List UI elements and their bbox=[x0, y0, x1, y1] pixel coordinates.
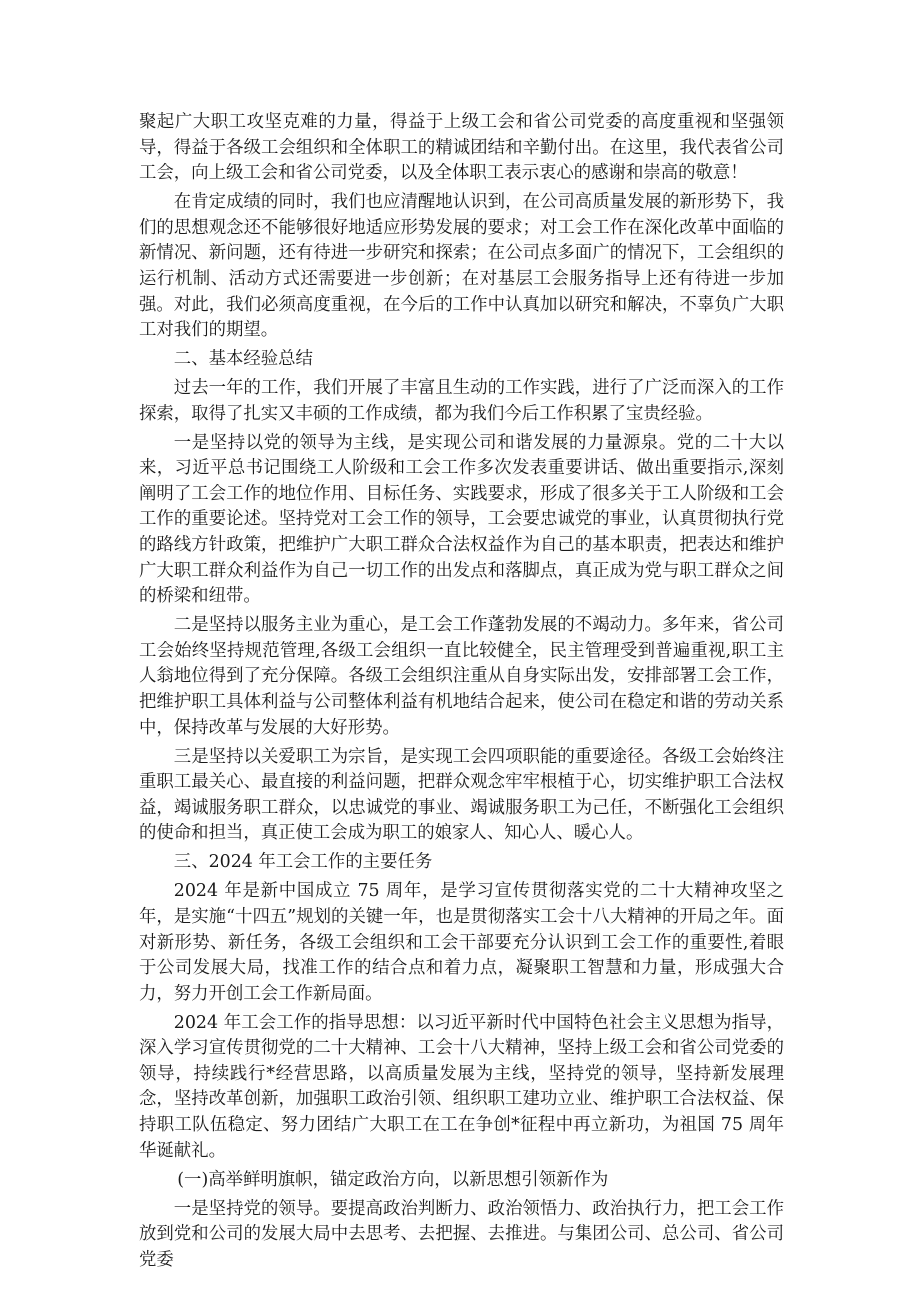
paragraph-2024-context: 2024 年是新中国成立 75 周年，是学习宣传贯彻落实党的二十大精神攻坚之年，是实施“十四五”规划的关键一年，也是贯彻落实工会十八大精神的开局之年。面对新形势、新任务，各级工会组织和工会干部要充分认识到工会工作的重要性,着眼于公司发展大局，找准工作的结合点和着力点，凝聚职工智慧和力量，形成强大合力，努力开创工会工作新局面。 bbox=[139, 881, 784, 1004]
paragraph-party-leadership: 一是坚持以党的领导为主线，是实现公司和谐发展的力量源泉。党的二十大以来，习近平总书记围绕工人阶级和工会工作多次发表重要讲话、做出重要指示,深刻阐明了工会工作的地位作用、目标任务、实践要求，形成了很多关于工人阶级和工会工作的重要论述。坚持党对工会工作的领导，工会要忠诚党的事业，认真贯彻执行党的路线方针政策，把维护广大职工群众合法权益作为自己的基本职责，把表达和维护广大职工群众利益作为自己一切工作的出发点和落脚点，真正成为党与职工群众之间的桥梁和纽带。 bbox=[139, 432, 784, 607]
section-heading-basic-experience: 二、基本经验总结 bbox=[173, 349, 313, 370]
paragraph-experience-intro: 过去一年的工作，我们开展了丰富且生动的工作实践，进行了广泛而深入的工作探索，取得了扎实又丰硕的工作成绩，都为我们今后工作积累了宝贵经验。 bbox=[139, 378, 784, 424]
paragraph-gratitude: 聚起广大职工攻坚克难的力量，得益于上级工会和省公司党委的高度重视和坚强领导，得益于各级工会组织和全体职工的精诚团结和辛勤付出。在这里，我代表省公司工会，向上级工会和省公司党委，以及全体职工表示衷心的感谢和崇高的敬意！ bbox=[139, 112, 784, 184]
paragraph-uphold-party-leadership: 一是坚持党的领导。要提高政治判断力、政治领悟力、政治执行力，把工会工作放到党和公司的发展大局中去思考、去把握、去推进。与集团公司、总公司、省公司党委 bbox=[139, 1198, 784, 1270]
subsection-heading-political-direction: (一)高举鲜明旗帜，锚定政治方向，以新思想引领新作为 bbox=[177, 1169, 609, 1190]
paragraph-serve-main-business: 二是坚持以服务主业为重心，是工会工作蓬勃发展的不竭动力。多年来，省公司工会始终坚持规范管理,各级工会组织一直比较健全，民主管理受到普遍重视,职工主人翁地位得到了充分保障。各级工会组织注重从自身实际出发，安排部署工会工作，把维护职工具体利益与公司整体利益有机地结合起来，使公司在稳定和谐的劳动关系中，保持改革与发展的大好形势。 bbox=[139, 615, 784, 738]
document-page bbox=[139, 110, 784, 1277]
section-heading-main-tasks: 三、2024 年工会工作的主要任务 bbox=[173, 852, 433, 873]
paragraph-shortcomings: 在肯定成绩的同时，我们也应清醒地认识到，在公司高质量发展的新形势下，我们的思想观念还不能够很好地适应形势发展的要求；对工会工作在深化改革中面临的新情况、新问题，还有待进一步研究和探索；在公司点多面广的情况下，工会组织的运行机制、活动方式还需要进一步创新；在对基层工会服务指导上还有待进一步加强。对此，我们必须高度重视，在今后的工作中认真加以研究和解决，不辜负广大职工对我们的期望。 bbox=[139, 192, 784, 341]
paragraph-care-for-workers: 三是坚持以关爱职工为宗旨，是实现工会四项职能的重要途径。各级工会始终注重职工最关心、最直接的利益问题，把群众观念牢牢根植于心，切实维护职工合法权益，竭诚服务职工群众，以忠诚党的事业、竭诚服务职工为己任，不断强化工会组织的使命和担当，真正使工会成为职工的娘家人、知心人、暖心人。 bbox=[139, 746, 784, 844]
paragraph-guiding-thought: 2024 年工会工作的指导思想：以习近平新时代中国特色社会主义思想为指导，深入学习宣传贯彻党的二十大精神、工会十八大精神，坚持上级工会和省公司党委的领导，持续践行*经营思路，以高质量发展为主线，坚持党的领导，坚持新发展理念，坚持改革创新，加强职工政治引领、组织职工建功立业、维护职工合法权益、保持职工队伍稳定、努力团结广大职工在工在争创*征程中再立新功，为祖国 75 周年华诞献礼。 bbox=[139, 1012, 784, 1161]
